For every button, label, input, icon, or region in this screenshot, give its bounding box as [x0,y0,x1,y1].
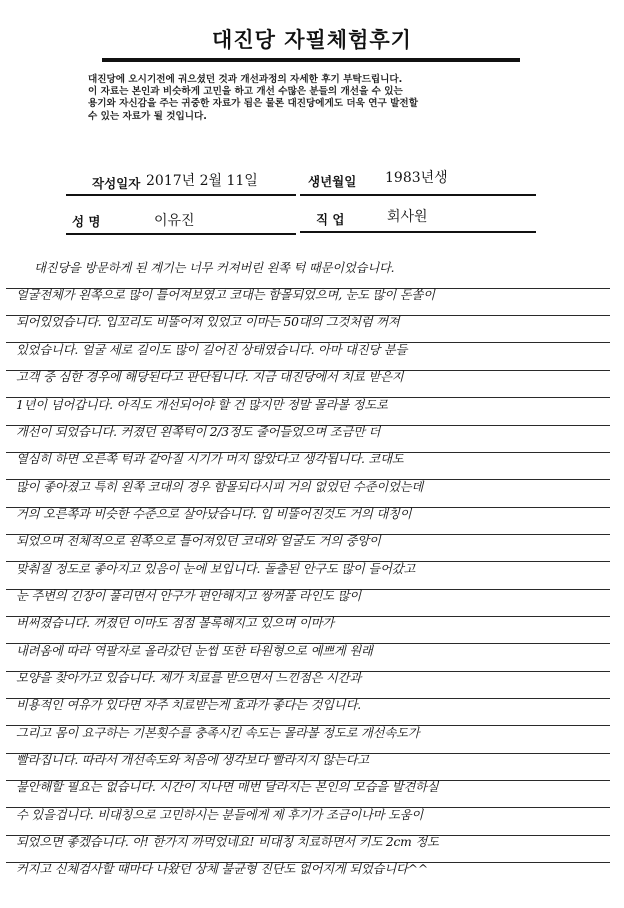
name-value: 이유진 [154,213,195,229]
job-label: 직 업 [316,212,345,227]
body-line: 되었으면 좋겠습니다. 아! 한가지 까먹었네요! 비대칭 치료하면서 키도 2cm 정도 [16,835,439,849]
birth-label: 생년월일 [308,174,357,189]
body-line: 대진당을 방문하게 된 계기는 너무 커져버린 왼쪽 턱 때문이었습니다. [34,261,395,275]
body-line: 커지고 신체검사할 때마다 나왔던 상체 불균형 진단도 없어지게 되었습니다^^ [16,862,428,876]
body-line: 개선이 되었습니다. 커졌던 왼쪽턱이 2/3정도 줄어들었으며 조금만 더 [16,425,381,439]
date-value: 2017년 2월 11일 [146,173,258,189]
job-underline [300,231,536,233]
intro-line: 대진당에 오시기전에 궈으셨던 것과 개선과정의 자세한 후기 부탁드립니다. [88,74,403,85]
body-line: 빨라집니다. 따라서 개선속도와 처음에 생각보다 빨라지지 않는다고 [16,753,369,767]
body-line: 눈 주변의 긴장이 풀리면서 안구가 편안해지고 쌍꺼풀 라인도 많이 [16,589,361,603]
date-underline [66,194,296,196]
job-value: 회사원 [387,209,428,225]
intro-line: 수 있는 자료가 될 것입니다. [88,110,207,122]
body-line: 얼굴전체가 왼쪽으로 많이 틀어져보였고 코대는 함몰되었으며, 눈도 많이 돈쏠이 [16,288,435,302]
name-label: 성 명 [72,214,101,229]
body-line: 되었으며 전체적으로 왼쪽으로 틀어져있던 코대와 얼굴도 거의 중앙이 [16,534,381,548]
intro-line: 용기와 자신감을 주는 귀중한 자료가 됨은 물론 대진당에게도 더욱 연구 발전할 [88,98,418,110]
body-line: 고객 중 심한 경우에 해당된다고 판단됩니다. 지금 대진당에서 치료 받은지 [16,370,404,384]
birth-value: 1983년생 [385,170,448,186]
date-label: 작성일자 [92,176,141,191]
body-line: 거의 오른쪽과 비슷한 수준으로 살아났습니다. 입 비뚤어진것도 거의 대칭이 [16,507,412,521]
title-underline [102,58,520,62]
body-line: 있었습니다. 얼굴 세로 길이도 많이 길어진 상태였습니다. 아마 대진당 분들 [16,343,408,357]
intro-text [88,74,538,123]
body-line: 버써졌습니다. 꺼졌던 이마도 점점 볼록해지고 있으며 이마가 [16,616,334,630]
body-line: 열심히 하면 오른쪽 턱과 같아질 시기가 머지 않았다고 생각됩니다. 코대도 [16,452,404,466]
body-line: 모양을 찾아가고 있습니다. 제가 치료를 받으면서 느낀점은 시간과 [16,671,361,685]
name-underline [66,233,296,235]
body-line: 맞춰질 정도로 좋아지고 있음이 눈에 보입니다. 돌출된 안구도 많이 들어갔고 [16,562,416,576]
birth-underline [300,194,536,196]
body-line: 수 있을겁니다. 비대칭으로 고민하시는 분들에게 제 후기가 조금이나마 도움이 [16,808,424,822]
document-title: 대진당 자필체험후기 [212,28,412,52]
body-line: 내려옴에 따라 역팔자로 올라갔던 눈썹 또한 타원형으로 예쁘게 원래 [16,644,373,658]
body-line: 1년이 넘어갑니다. 아직도 개선되어야 할 건 많지만 정말 몰라볼 정도로 [16,398,388,412]
body-line: 비용적인 여유가 있다면 자주 치료받는게 효과가 좋다는 것입니다. [16,698,361,712]
body-line: 많이 좋아졌고 특히 왼쪽 코대의 경우 함몰되다시피 거의 없었던 수준이었는데 [16,480,424,494]
intro-line: 이 자료는 본인과 비슷하게 고민을 하고 개선 수많은 분들의 개선을 수 있는 [88,86,403,98]
body-line: 되어있었습니다. 입꼬리도 비뚤어져 있었고 이마는 50대의 그것처럼 꺼져 [16,315,400,329]
body-line: 불안해할 필요는 없습니다. 시간이 지나면 매번 달라지는 본인의 모습을 발견하실 [16,780,439,794]
body-line: 그리고 몸이 요구하는 기본횟수를 충족시킨 속도는 몰라볼 정도로 개선속도가 [16,726,420,740]
